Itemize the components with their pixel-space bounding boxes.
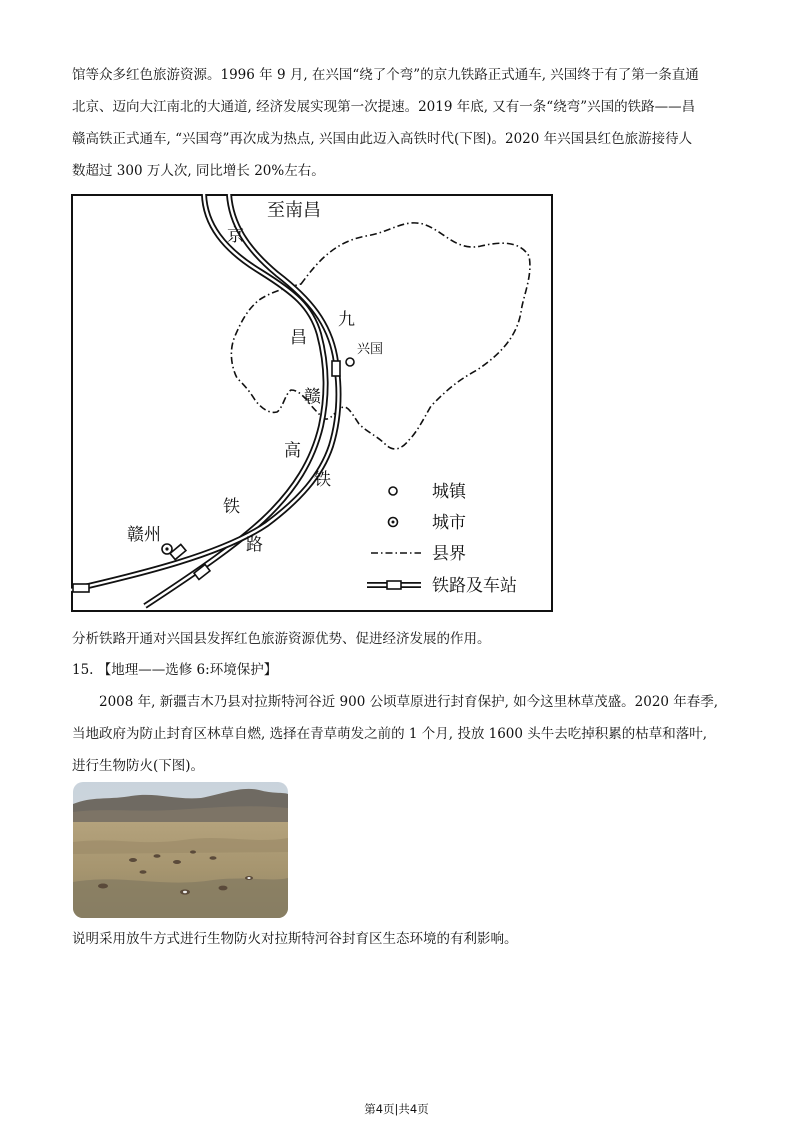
intro-line-4: 数超过 300 万人次, 同比增长 20%左右。 (72, 163, 325, 179)
label-ganzhou: 赣州 (127, 525, 161, 545)
legend-city: 城市 (432, 513, 466, 533)
grassland-image (73, 782, 288, 918)
q15-paragraph (72, 686, 722, 782)
page-footer: 第4页|共4页 (364, 1102, 429, 1116)
q15-heading: 15. 【地理——选修 6:环境保护】 (72, 662, 278, 678)
xingguo-town-marker (346, 358, 354, 366)
label-jiu: 九 (338, 310, 355, 330)
intro-paragraph (72, 59, 722, 187)
legend-railway-icon (367, 581, 421, 589)
ganzhou-city-dot (165, 547, 168, 550)
railway-map-figure (71, 194, 553, 612)
label-to-nanchang: 至南昌 (267, 200, 321, 221)
cattle-grazing-photo (73, 782, 288, 918)
q15-task: 说明采用放牛方式进行生物防火对拉斯特河谷封育区生态环境的有利影响。 (72, 931, 518, 947)
label-xingguo: 兴国 (357, 342, 384, 357)
label-gan: 赣 (304, 387, 321, 407)
q15-line-2: 当地政府为防止封育区林草自燃, 选择在青草萌发之前的 1 个月, 投放 1600 头牛去吃掉积累的枯草和落叶, (72, 726, 708, 742)
intro-line-2: 北京、迈向大江南北的大通道, 经济发展实现第一次提速。2019 年底, 又有一条“绕弯”兴国的铁路——昌 (72, 99, 696, 115)
label-lu: 路 (246, 535, 263, 555)
legend-border: 县界 (432, 544, 466, 564)
west-station (73, 584, 89, 592)
xingguo-station (332, 361, 340, 376)
label-tie-2: 铁 (223, 497, 240, 517)
label-tie-1: 铁 (314, 470, 331, 490)
railway-map (71, 194, 553, 612)
q14-task: 分析铁路开通对兴国县发挥红色旅游资源优势、促进经济发展的作用。 (72, 631, 491, 647)
intro-line-3: 赣高铁正式通车, “兴国弯”再次成为热点, 兴国由此迈入高铁时代(下图)。2020 年兴国县红色旅游接待人 (72, 131, 693, 147)
legend-town-icon (389, 487, 397, 495)
q15-line-1: 2008 年, 新疆吉木乃县对拉斯特河谷近 900 公顷草原进行封育保护, 如今这里林草茂盛。2020 年春季, (99, 694, 719, 710)
intro-line-1: 馆等众多红色旅游资源。1996 年 9 月, 在兴国“绕了个弯”的京九铁路正式通车, 兴国终于有了第一条直通 (72, 67, 699, 83)
label-jing: 京 (227, 226, 244, 246)
legend-town: 城镇 (432, 482, 466, 502)
q15-line-3: 进行生物防火(下图)。 (72, 758, 205, 774)
label-gao: 高 (284, 441, 301, 461)
label-chang: 昌 (290, 328, 307, 348)
legend-railway: 铁路及车站 (432, 576, 517, 596)
